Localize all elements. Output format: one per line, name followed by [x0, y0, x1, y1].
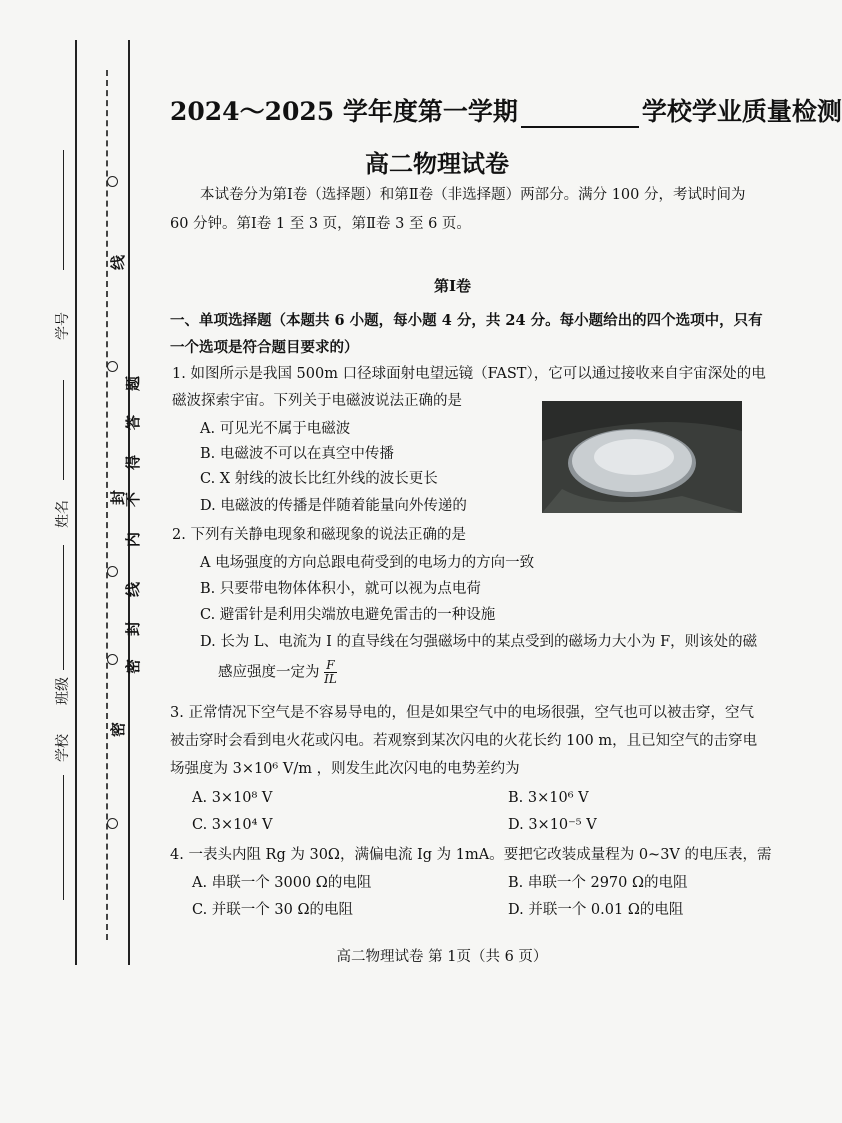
- fraction-numerator: F: [324, 659, 337, 673]
- seal-char: 封: [124, 620, 143, 637]
- q4-option-c: C. 并联一个 30 Ω的电阻: [192, 902, 353, 918]
- section-title: 第Ⅰ卷: [434, 277, 472, 295]
- label-xingming: 姓名: [55, 500, 71, 528]
- q3-stem-2: 被击穿时会看到电火花或闪电。若观察到某次闪电的火花长约 100 m，且已知空气的击穿电: [170, 733, 758, 749]
- telescope-illustration: [542, 401, 742, 513]
- q2-stem: 2. 下列有关静电现象和磁现象的说法正确的是: [172, 527, 466, 543]
- seal-circle: [107, 818, 118, 829]
- label-xuexiao: 学校: [55, 734, 71, 762]
- seal-char: 不: [124, 491, 143, 508]
- section-heading-2: 一个选项是符合题目要求的）: [170, 339, 359, 356]
- q3-option-a: A. 3×10⁸ V: [192, 790, 273, 806]
- seal-char: 密: [124, 658, 143, 675]
- q1-stem-1: 1. 如图所示是我国 500m 口径球面射电望远镜（FAST），它可以通过接收来自宇宙深处的电: [172, 366, 766, 382]
- section-heading-1: 一、单项选择题（本题共 6 小题，每小题 4 分，共 24 分。每小题给出的四个选项中，只有: [170, 312, 763, 329]
- q3-stem-3: 场强度为 3×10⁶ V/m ，则发生此次闪电的电势差约为: [170, 761, 520, 777]
- q3-option-b: B. 3×10⁶ V: [508, 790, 589, 806]
- q1-option-b: B. 电磁波不可以在真空中传播: [200, 446, 394, 462]
- q1-stem-2: 磁波探索宇宙。下列关于电磁波说法正确的是: [172, 393, 462, 409]
- fraction-f-over-il: [324, 659, 337, 686]
- intro-line-2: 60 分钟。第Ⅰ卷 1 至 3 页，第Ⅱ卷 3 至 6 页。: [170, 216, 471, 232]
- q1-option-d: D. 电磁波的传播是伴随着能量向外传递的: [200, 498, 467, 514]
- q4-option-b: B. 串联一个 2970 Ω的电阻: [508, 875, 688, 891]
- seal-circle: [107, 566, 118, 577]
- fill-line-banji: [63, 545, 64, 670]
- seal-char: 内: [124, 531, 143, 548]
- q2-option-a: A 电场强度的方向总跟电荷受到的电场力的方向一致: [200, 555, 535, 571]
- title-part-2: 学校学业质量检测: [641, 97, 842, 126]
- q2-option-d-2: [218, 659, 337, 686]
- seal-char: 得: [124, 454, 143, 471]
- label-banji: 班级: [55, 677, 71, 705]
- q4-option-d: D. 并联一个 0.01 Ω的电阻: [508, 902, 684, 918]
- seal-char: 题: [124, 375, 143, 392]
- seal-char: 封: [109, 489, 128, 506]
- q1-option-c: C. X 射线的波长比红外线的波长更长: [200, 471, 438, 487]
- q2-option-d-1: D. 长为 L、电流为 I 的直导线在匀强磁场中的某点受到的磁场力大小为 F，则该处的磁: [200, 634, 758, 650]
- q2-option-b: B. 只要带电物体体积小，就可以视为点电荷: [200, 581, 481, 597]
- q3-option-c: C. 3×10⁴ V: [192, 817, 273, 833]
- fill-line-xuexiao: [63, 775, 64, 900]
- q4-option-a: A. 串联一个 3000 Ω的电阻: [192, 875, 372, 891]
- q1-option-a: A. 可见光不属于电磁波: [200, 421, 351, 437]
- fast-telescope-photo: [542, 401, 742, 513]
- school-blank: [521, 100, 639, 128]
- seal-char: 线: [109, 254, 128, 271]
- exam-title: [170, 92, 842, 128]
- label-xuehao: 学号: [55, 312, 71, 340]
- seal-char: 线: [124, 581, 143, 598]
- q3-option-d: D. 3×10⁻⁵ V: [508, 817, 597, 833]
- seal-circle: [107, 654, 118, 665]
- q4-stem: 4. 一表头内阻 Rg 为 30Ω，满偏电流 Ig 为 1mA。要把它改装成量程为 0~3V 的电压表，需: [170, 847, 772, 863]
- fraction-denominator: IL: [324, 672, 337, 687]
- title-part-1: 2024～2025 学年度第一学期: [170, 97, 518, 126]
- seal-circle: [107, 361, 118, 372]
- q2-option-d-2-text: 感应强度一定为: [218, 664, 320, 681]
- q3-stem-1: 3. 正常情况下空气是不容易导电的，但是如果空气中的电场很强，空气也可以被击穿，空气: [170, 705, 754, 721]
- fill-line-xingming: [63, 380, 64, 480]
- seal-char: 密: [109, 721, 128, 738]
- exam-subtitle: 高二物理试卷: [365, 149, 509, 178]
- q2-option-c: C. 避雷针是利用尖端放电避免雷击的一种设施: [200, 607, 496, 623]
- seal-char: 答: [124, 414, 143, 431]
- intro-line-1: 本试卷分为第Ⅰ卷（选择题）和第Ⅱ卷（非选择题）两部分。满分 100 分，考试时间为: [200, 187, 746, 203]
- seal-dashed-line: [106, 70, 108, 940]
- page-footer: 高二物理试卷 第 1页（共 6 页）: [336, 949, 548, 965]
